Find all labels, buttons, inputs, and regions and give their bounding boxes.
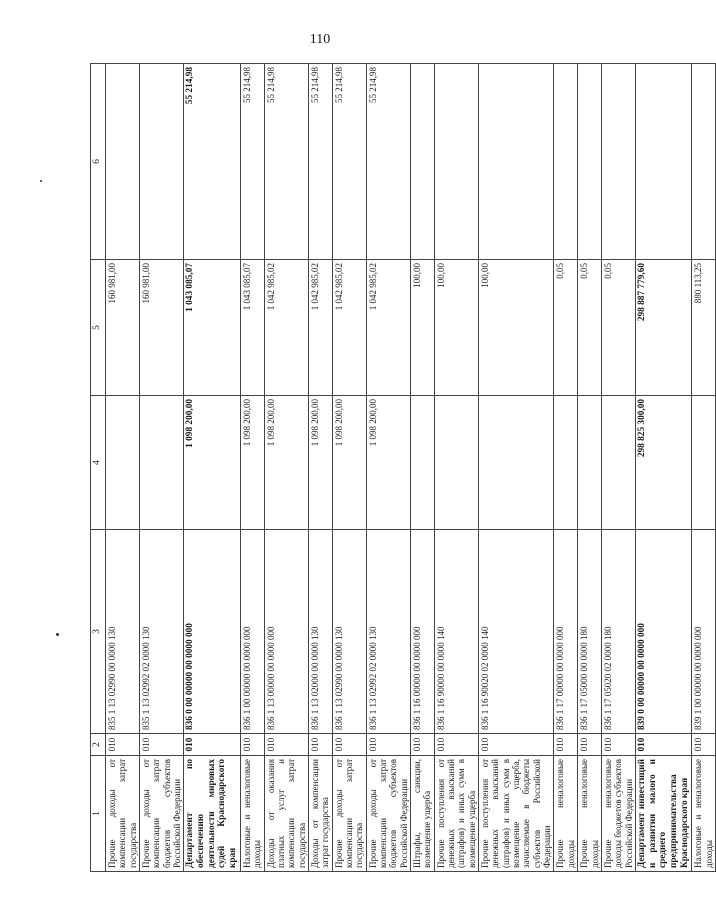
column-header: 2: [91, 734, 106, 756]
budget-code-part: 16: [480, 698, 491, 708]
budget-code-part: 1: [367, 709, 378, 715]
budget-code-part: 0000: [435, 642, 446, 661]
budget-code-part: 00: [265, 662, 276, 672]
budget-code-part: 00: [693, 662, 704, 672]
budget-code-part: 13: [367, 698, 378, 708]
budget-code-part: 000: [265, 626, 276, 640]
row-budget-code: [601, 530, 635, 734]
budget-code-part: 0000: [333, 642, 344, 661]
row-value-col5: 880 113,25: [692, 260, 716, 396]
row-value-col6: [411, 64, 435, 260]
row-description: Штрафы, санкции, возмещение ущерба: [411, 756, 435, 872]
table-row: [411, 64, 435, 872]
budget-code-part: 836: [579, 716, 590, 730]
row-value-col5: 0,05: [554, 260, 578, 396]
row-code: 010: [635, 734, 691, 756]
budget-code-part: 00000: [693, 673, 704, 697]
row-budget-code: [366, 530, 410, 734]
row-value-col5: 298 887 779,60: [635, 260, 691, 396]
row-value-col4: [578, 396, 602, 530]
budget-code-part: 836: [333, 716, 344, 730]
row-value-col4: [411, 396, 435, 530]
row-value-col4: 1 098 200,00: [264, 396, 308, 530]
row-budget-code: [264, 530, 308, 734]
row-value-col5: 100,00: [479, 260, 554, 396]
row-budget-code: [479, 530, 554, 734]
budget-code-part: 00: [555, 662, 566, 672]
budget-code-part: 000: [555, 626, 566, 640]
budget-code-part: 02990: [107, 673, 117, 697]
row-description: Прочие неналоговые доходы: [578, 756, 602, 872]
row-value-col6: [106, 64, 140, 260]
budget-code-part: 000: [185, 623, 196, 637]
row-code: 010: [308, 734, 332, 756]
budget-code-part: 836: [309, 716, 320, 730]
row-value-col5: 1 042 985,02: [308, 260, 332, 396]
budget-code-part: 0000: [141, 642, 152, 661]
row-description: Доходы от компенсации затрат государства: [308, 756, 332, 872]
budget-code-part: 0000: [412, 642, 422, 661]
column-header: 1: [91, 756, 106, 872]
table-row: [332, 64, 366, 872]
budget-code-part: 0000: [185, 639, 196, 658]
table-row: [240, 64, 264, 872]
row-code: 010: [578, 734, 602, 756]
row-description: Прочие доходы от компенсации затрат бюджетов субъектов Российской Федерации: [140, 756, 184, 872]
budget-code-part: 00: [309, 662, 320, 672]
table-row: [479, 64, 554, 872]
row-budget-code: [411, 530, 435, 734]
row-code: 010: [140, 734, 184, 756]
table-row: [578, 64, 602, 872]
budget-code-part: 00: [412, 662, 422, 672]
budget-code-part: 00: [636, 697, 647, 707]
row-code: 010: [366, 734, 410, 756]
budget-code-part: 02000: [309, 673, 320, 697]
budget-code-part: 1: [555, 709, 566, 715]
budget-code-part: 130: [333, 626, 344, 640]
row-value-col5: 1 042 985,02: [332, 260, 366, 396]
row-value-col5: 100,00: [434, 260, 478, 396]
row-budget-code: [332, 530, 366, 734]
scan-speck: [56, 633, 59, 636]
table-row: [554, 64, 578, 872]
budget-code-part: 02992: [141, 673, 152, 697]
budget-code-part: 836: [435, 716, 446, 730]
budget-code-part: 140: [480, 626, 491, 640]
table-row: [308, 64, 332, 872]
budget-code-part: 00000: [555, 673, 566, 697]
row-value-col4: [601, 396, 635, 530]
table-row: [140, 64, 184, 872]
row-value-col6: [434, 64, 478, 260]
row-description: Налоговые и неналоговые доходы: [240, 756, 264, 872]
budget-code-part: 00000: [241, 673, 252, 697]
row-code: 010: [106, 734, 140, 756]
budget-code-part: 0: [185, 709, 196, 714]
row-description: Прочие неналоговые доходы бюджетов субъектов Российской Федерации: [601, 756, 635, 872]
budget-code-part: 1: [579, 709, 590, 715]
table-row: [264, 64, 308, 872]
budget-code-part: 0000: [367, 642, 378, 661]
row-code: 010: [434, 734, 478, 756]
budget-code-part: 836: [367, 716, 378, 730]
row-budget-code: [240, 530, 264, 734]
budget-code-part: 1: [412, 709, 422, 715]
revenue-table-frame: [90, 64, 714, 872]
row-description: Прочие доходы от компенсации затрат бюджетов субъектов Российской Федерации: [366, 756, 410, 872]
row-value-col5: 0,05: [601, 260, 635, 396]
row-value-col6: 55 214,98: [264, 64, 308, 260]
budget-code-part: 1: [141, 709, 152, 715]
budget-code-part: 00: [579, 662, 590, 672]
row-code: 010: [411, 734, 435, 756]
row-value-col4: [479, 396, 554, 530]
column-header: 4: [91, 396, 106, 530]
budget-code-part: 1: [107, 709, 117, 715]
budget-code-part: 130: [141, 626, 152, 640]
budget-code-part: 0000: [265, 642, 276, 661]
budget-code-part: 00: [241, 698, 252, 708]
budget-code-part: 13: [107, 698, 117, 708]
budget-code-part: 836: [480, 716, 491, 730]
row-budget-code: [635, 530, 691, 734]
budget-code-part: 0000: [480, 642, 491, 661]
budget-code-part: 1: [435, 709, 446, 715]
budget-code-part: 836: [265, 716, 276, 730]
budget-code-part: 1: [602, 709, 613, 715]
budget-code-part: 836: [241, 716, 252, 730]
budget-code-part: 02: [602, 662, 613, 672]
budget-code-part: 1: [309, 709, 320, 715]
budget-code-part: 17: [602, 698, 613, 708]
budget-code-part: 0000: [555, 642, 566, 661]
row-value-col4: 1 098 200,00: [240, 396, 264, 530]
row-budget-code: [554, 530, 578, 734]
column-header: 3: [91, 530, 106, 734]
row-code: 010: [692, 734, 716, 756]
row-description: Налоговые и неналоговые доходы: [692, 756, 716, 872]
row-value-col5: 160 981,00: [140, 260, 184, 396]
budget-code-part: 13: [309, 698, 320, 708]
row-budget-code: [692, 530, 716, 734]
row-value-col4: [434, 396, 478, 530]
row-code: 010: [264, 734, 308, 756]
row-value-col6: [578, 64, 602, 260]
budget-code-part: 05020: [602, 673, 613, 697]
budget-code-part: 180: [579, 626, 590, 640]
budget-code-part: 00: [107, 662, 117, 672]
row-value-col4: 1 098 200,00: [184, 396, 240, 530]
budget-code-part: 0000: [693, 642, 704, 661]
row-value-col6: 55 214,98: [184, 64, 240, 260]
table-row: [635, 64, 691, 872]
table-row: [366, 64, 410, 872]
budget-code-part: 02: [480, 662, 491, 672]
row-value-col5: 0,05: [578, 260, 602, 396]
row-value-col4: [692, 396, 716, 530]
row-description: Доходы от оказания платных услуг и компенсации затрат государства: [264, 756, 308, 872]
budget-code-part: 0000: [309, 642, 320, 661]
budget-code-part: 0000: [107, 642, 117, 661]
budget-code-part: 839: [693, 716, 704, 730]
row-description: Прочие поступления от денежных взысканий (штрафов) и иных сумм в возмещение ущерба: [434, 756, 478, 872]
row-value-col6: [601, 64, 635, 260]
row-value-col4: 1 098 200,00: [332, 396, 366, 530]
row-code: 010: [601, 734, 635, 756]
table-header-row: [91, 64, 106, 872]
row-value-col4: [106, 396, 140, 530]
budget-code-part: 1: [333, 709, 344, 715]
table-row: [434, 64, 478, 872]
row-value-col4: [554, 396, 578, 530]
row-description: Прочие неналоговые доходы: [554, 756, 578, 872]
budget-code-part: 00000: [412, 673, 422, 697]
budget-code-part: 836: [602, 716, 613, 730]
row-description: Прочие доходы от компенсации затрат государства: [332, 756, 366, 872]
budget-code-part: 836: [555, 716, 566, 730]
budget-code-part: 836: [185, 716, 196, 730]
budget-code-part: 00: [693, 698, 704, 708]
row-description: Прочие доходы от компенсации затрат государства: [106, 756, 140, 872]
budget-code-part: 00000: [185, 671, 196, 696]
budget-code-part: 16: [412, 698, 422, 708]
budget-code-part: 17: [555, 698, 566, 708]
budget-code-part: 000: [693, 626, 704, 640]
budget-code-part: 00000: [265, 673, 276, 697]
budget-code-part: 13: [333, 698, 344, 708]
budget-code-part: 02: [367, 662, 378, 672]
row-value-col6: 55 214,98: [366, 64, 410, 260]
table-row: [184, 64, 240, 872]
budget-code-part: 00: [241, 662, 252, 672]
budget-code-part: 00: [435, 662, 446, 672]
table-row: [106, 64, 140, 872]
budget-code-part: 835: [107, 716, 117, 730]
budget-code-part: 000: [412, 626, 422, 640]
row-code: 010: [240, 734, 264, 756]
row-value-col4: [140, 396, 184, 530]
row-value-col6: [554, 64, 578, 260]
row-value-col4: 1 098 200,00: [308, 396, 332, 530]
budget-code-part: 02992: [367, 673, 378, 697]
table-body: [106, 64, 716, 872]
budget-code-part: 02990: [333, 673, 344, 697]
budget-code-part: 90020: [480, 673, 491, 697]
column-header: 5: [91, 260, 106, 396]
row-code: 010: [479, 734, 554, 756]
row-value-col6: 55 214,98: [308, 64, 332, 260]
budget-code-part: 00: [185, 697, 196, 707]
budget-code-part: 0000: [241, 642, 252, 661]
budget-code-part: 1: [265, 709, 276, 715]
row-value-col6: [692, 64, 716, 260]
budget-code-part: 140: [435, 626, 446, 640]
budget-code-part: 00: [636, 660, 647, 670]
budget-code-part: 13: [265, 698, 276, 708]
column-header: 6: [91, 64, 106, 260]
row-budget-code: [308, 530, 332, 734]
budget-code-part: 836: [412, 716, 422, 730]
row-description: Департамент по обеспечению деятельности мировых судей Краснодарского края: [184, 756, 240, 872]
row-value-col6: 55 214,98: [332, 64, 366, 260]
budget-code-part: 1: [480, 709, 491, 715]
page-number: 110: [309, 32, 331, 47]
budget-code-part: 00000: [636, 671, 647, 696]
budget-code-part: 0: [636, 709, 647, 714]
row-value-col6: [140, 64, 184, 260]
budget-code-part: 130: [309, 626, 320, 640]
row-budget-code: [184, 530, 240, 734]
row-value-col6: [635, 64, 691, 260]
row-value-col5: 1 043 085,07: [240, 260, 264, 396]
table-row: [601, 64, 635, 872]
row-description: Прочие поступления от денежных взысканий (штрафов) и иных сумм в возмещение ущерба, зачисляемые в бюджеты субъектов Российской Федерации: [479, 756, 554, 872]
budget-code-part: 00: [333, 662, 344, 672]
row-code: 010: [332, 734, 366, 756]
row-budget-code: [140, 530, 184, 734]
row-value-col4: 298 825 300,00: [635, 396, 691, 530]
budget-code-part: 13: [141, 698, 152, 708]
row-budget-code: [434, 530, 478, 734]
row-code: 010: [554, 734, 578, 756]
budget-code-part: 17: [579, 698, 590, 708]
budget-code-part: 1: [693, 709, 704, 715]
budget-code-part: 16: [435, 698, 446, 708]
budget-code-part: 0000: [579, 642, 590, 661]
budget-code-part: 90000: [435, 673, 446, 697]
revenue-table: [90, 63, 716, 872]
row-budget-code: [578, 530, 602, 734]
budget-code-part: 839: [636, 716, 647, 730]
row-budget-code: [106, 530, 140, 734]
budget-code-part: 00: [185, 660, 196, 670]
row-value-col5: 1 042 985,02: [264, 260, 308, 396]
budget-code-part: 000: [241, 626, 252, 640]
row-value-col4: 1 098 200,00: [366, 396, 410, 530]
budget-code-part: 180: [602, 626, 613, 640]
row-value-col6: 55 214,98: [240, 64, 264, 260]
budget-code-part: 130: [107, 626, 117, 640]
budget-code-part: 05000: [579, 673, 590, 697]
budget-code-part: 000: [636, 623, 647, 637]
row-description: Департамент инвестиций и развития малого и среднего предпринимательства Краснодарского края: [635, 756, 691, 872]
budget-code-part: 1: [241, 709, 252, 715]
row-code: 010: [184, 734, 240, 756]
row-value-col5: 1 043 085,07: [184, 260, 240, 396]
row-value-col5: 100,00: [411, 260, 435, 396]
row-value-col5: 1 042 985,02: [366, 260, 410, 396]
row-value-col5: 160 981,00: [106, 260, 140, 396]
scan-speck: [40, 180, 42, 182]
table-row: [692, 64, 716, 872]
row-value-col6: [479, 64, 554, 260]
budget-code-part: 0000: [636, 639, 647, 658]
budget-code-part: 02: [141, 662, 152, 672]
budget-code-part: 0000: [602, 642, 613, 661]
budget-code-part: 130: [367, 626, 378, 640]
budget-code-part: 835: [141, 716, 152, 730]
